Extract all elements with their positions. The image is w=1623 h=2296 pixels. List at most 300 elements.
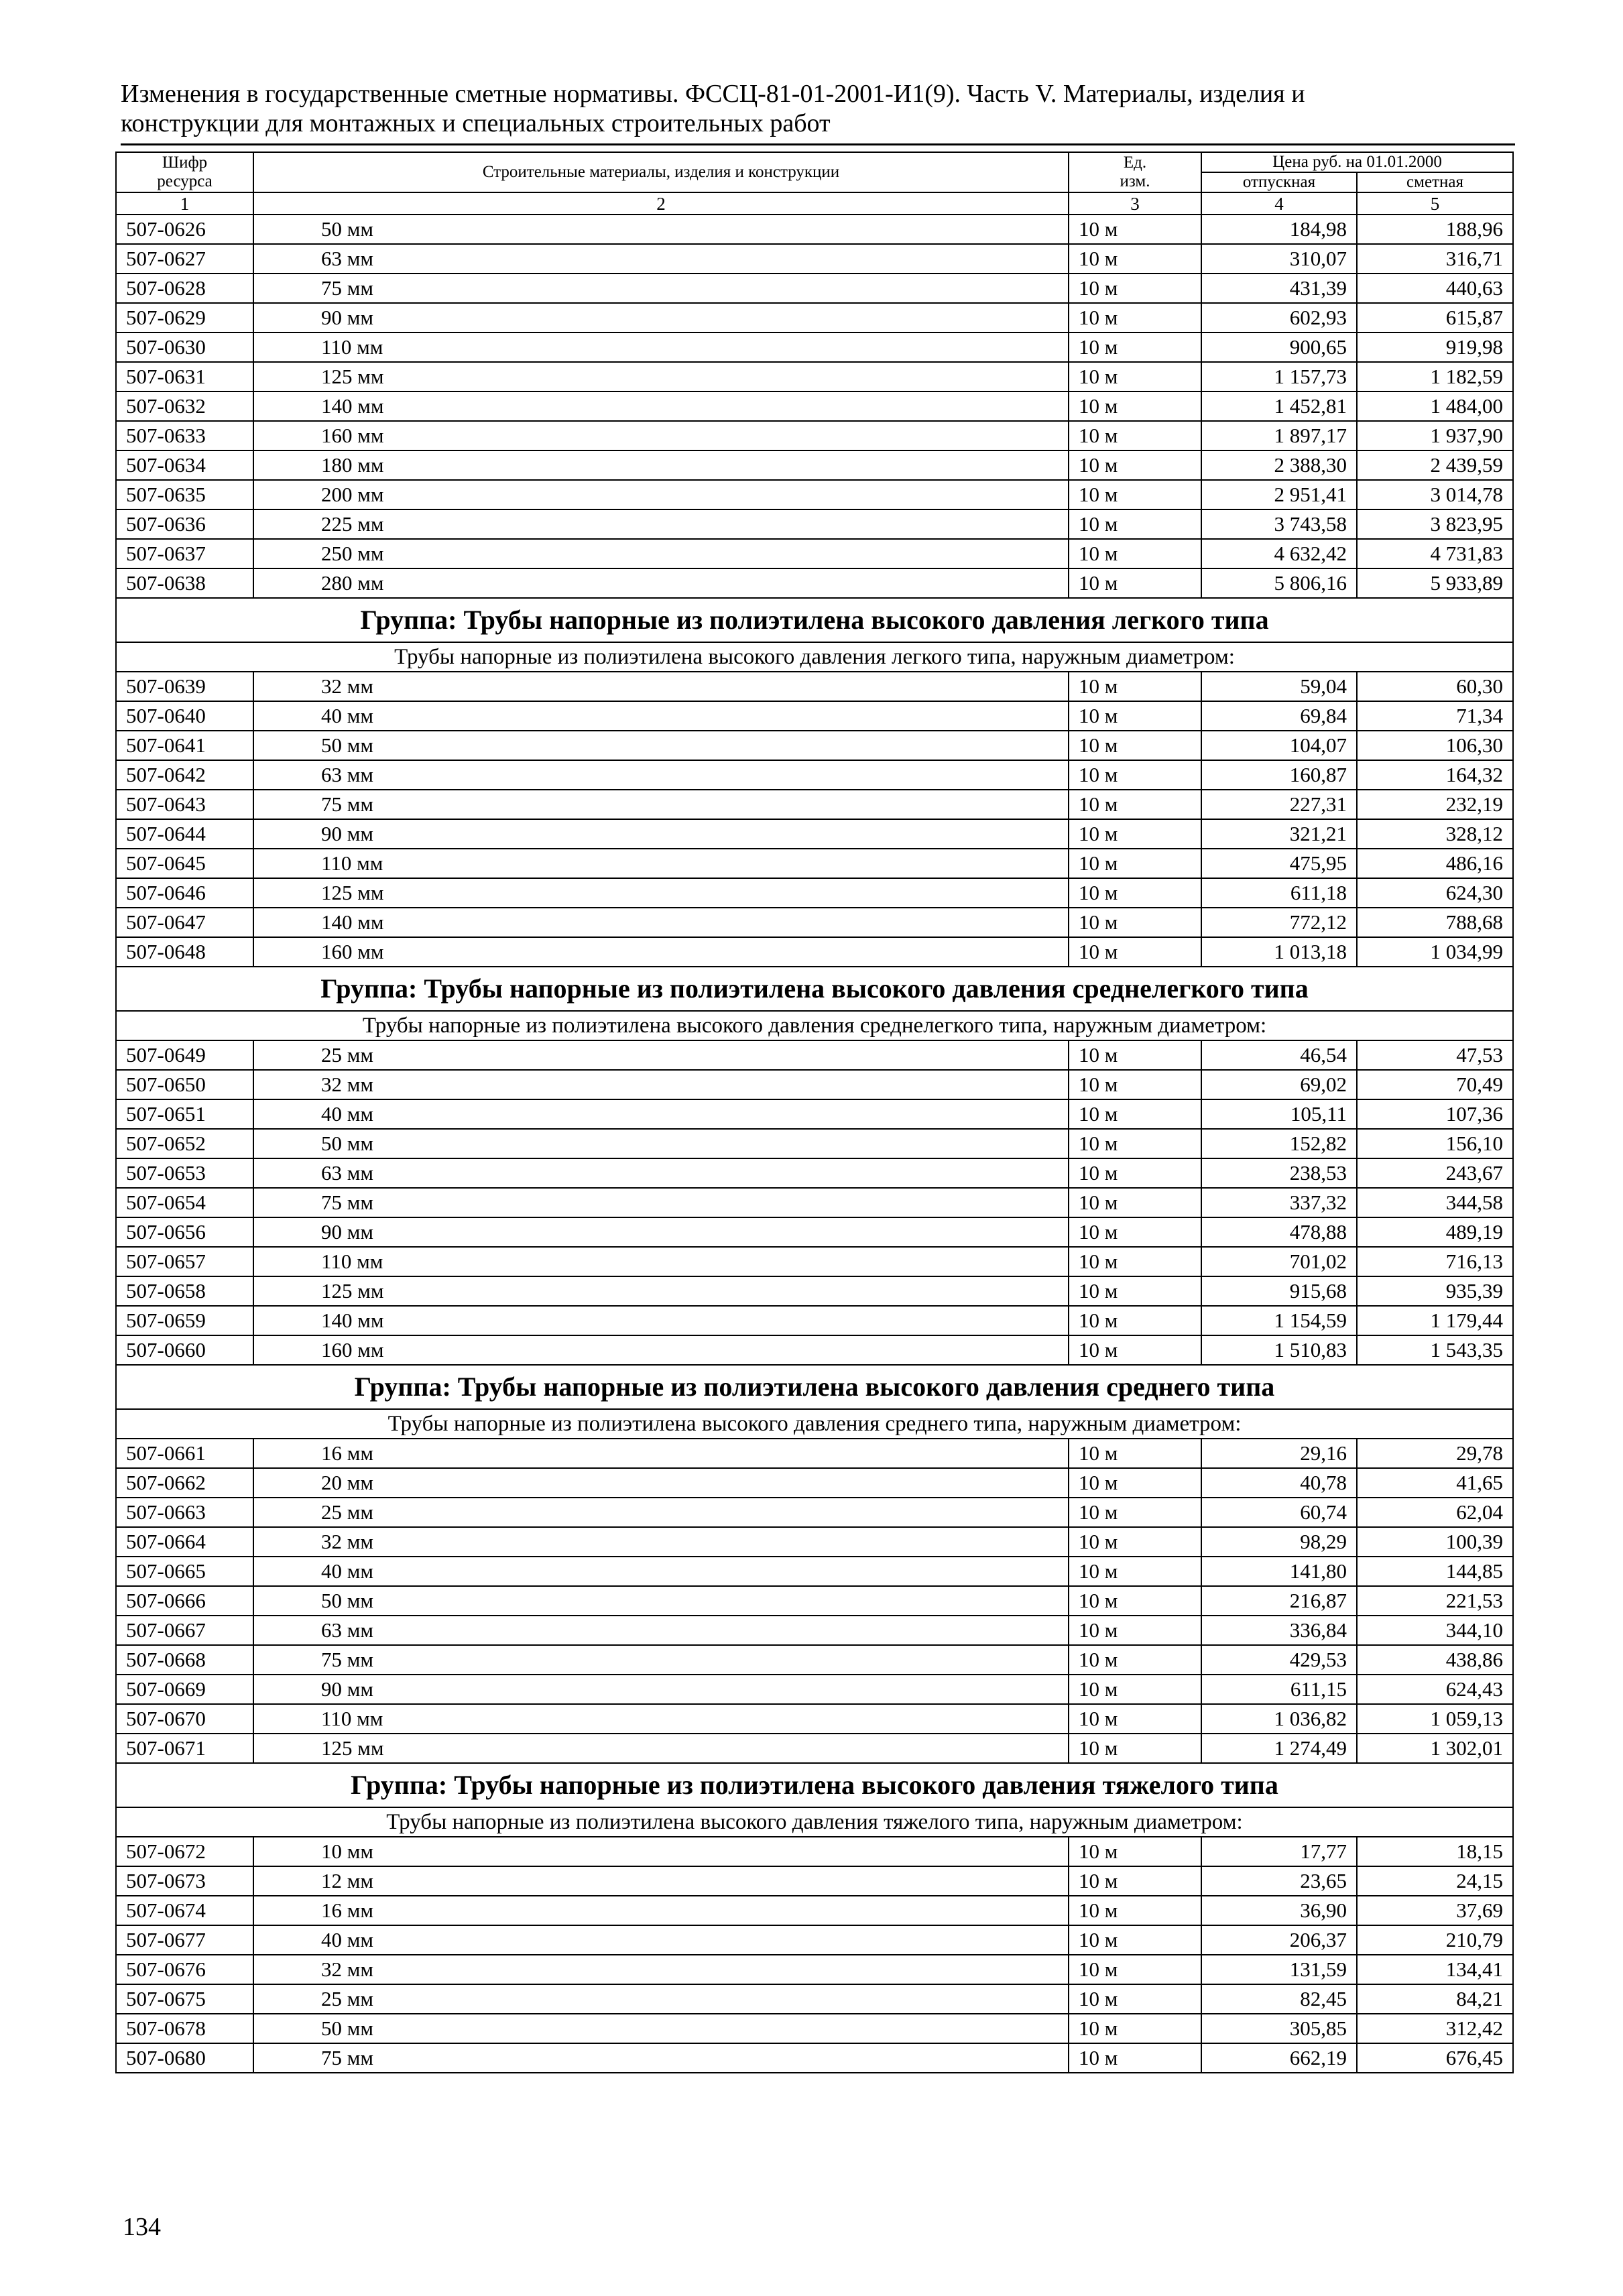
resource-code-cell: 507-0632 (116, 391, 253, 421)
estimate-price-cell: 1 034,99 (1357, 937, 1513, 967)
resource-code-cell: 507-0645 (116, 849, 253, 878)
material-name-cell: 50 мм (253, 1129, 1069, 1158)
unit-cell: 10 м (1069, 1099, 1201, 1129)
unit-cell: 10 м (1069, 1276, 1201, 1306)
resource-code-cell: 507-0663 (116, 1498, 253, 1527)
table-row (116, 701, 1513, 731)
estimate-price-cell: 144,85 (1357, 1557, 1513, 1586)
estimate-price-cell: 3 014,78 (1357, 480, 1513, 509)
estimate-price-cell: 243,67 (1357, 1158, 1513, 1188)
resource-code-cell: 507-0626 (116, 215, 253, 244)
estimate-price-cell: 2 439,59 (1357, 450, 1513, 480)
table-row (116, 509, 1513, 539)
group-heading-row (116, 967, 1513, 1011)
table-row (116, 1217, 1513, 1247)
estimate-price-cell: 4 731,83 (1357, 539, 1513, 568)
release-price-cell: 17,77 (1201, 1837, 1357, 1866)
table-row (116, 215, 1513, 244)
resource-code-cell: 507-0674 (116, 1896, 253, 1925)
material-name-cell: 90 мм (253, 1675, 1069, 1704)
estimate-price-cell: 84,21 (1357, 1984, 1513, 2014)
material-name-cell: 75 мм (253, 1188, 1069, 1217)
release-price-cell: 36,90 (1201, 1896, 1357, 1925)
release-price-cell: 98,29 (1201, 1527, 1357, 1557)
table-row (116, 362, 1513, 391)
table-row (116, 450, 1513, 480)
unit-cell: 10 м (1069, 1586, 1201, 1616)
unit-cell: 10 м (1069, 2043, 1201, 2073)
group-heading: Группа: Трубы напорные из полиэтилена высокого давления тяжелого типа (116, 1763, 1513, 1807)
release-price-cell: 310,07 (1201, 244, 1357, 274)
table-row (116, 1188, 1513, 1217)
release-price-cell: 206,37 (1201, 1925, 1357, 1955)
estimate-price-cell: 438,86 (1357, 1645, 1513, 1675)
resource-code-cell: 507-0664 (116, 1527, 253, 1557)
release-price-cell: 216,87 (1201, 1586, 1357, 1616)
group-heading: Группа: Трубы напорные из полиэтилена высокого давления среднего типа (116, 1365, 1513, 1409)
material-name-cell: 63 мм (253, 1158, 1069, 1188)
estimate-price-cell: 328,12 (1357, 819, 1513, 849)
resource-code-cell: 507-0629 (116, 303, 253, 333)
estimate-price-cell: 716,13 (1357, 1247, 1513, 1276)
release-price-cell: 59,04 (1201, 672, 1357, 701)
table-row (116, 2043, 1513, 2073)
estimate-price-cell: 3 823,95 (1357, 509, 1513, 539)
material-name-cell: 50 мм (253, 731, 1069, 760)
unit-cell: 10 м (1069, 480, 1201, 509)
release-price-cell: 3 743,58 (1201, 509, 1357, 539)
unit-cell: 10 м (1069, 1734, 1201, 1763)
unit-cell: 10 м (1069, 362, 1201, 391)
unit-cell: 10 м (1069, 2014, 1201, 2043)
estimate-price-cell: 615,87 (1357, 303, 1513, 333)
unit-cell: 10 м (1069, 1616, 1201, 1645)
resource-code-cell: 507-0653 (116, 1158, 253, 1188)
resource-code-cell: 507-0665 (116, 1557, 253, 1586)
table-row (116, 849, 1513, 878)
resource-code-cell: 507-0672 (116, 1837, 253, 1866)
resource-code-cell: 507-0654 (116, 1188, 253, 1217)
estimate-price-cell: 47,53 (1357, 1040, 1513, 1070)
material-name-cell: 140 мм (253, 391, 1069, 421)
estimate-price-cell: 312,42 (1357, 2014, 1513, 2043)
release-price-cell: 1 157,73 (1201, 362, 1357, 391)
resource-code-cell: 507-0661 (116, 1439, 253, 1468)
estimate-price-cell: 5 933,89 (1357, 568, 1513, 598)
table-row (116, 1734, 1513, 1763)
estimate-price-cell: 1 059,13 (1357, 1704, 1513, 1734)
resource-code-cell: 507-0657 (116, 1247, 253, 1276)
resource-code-cell: 507-0643 (116, 790, 253, 819)
unit-cell: 10 м (1069, 1335, 1201, 1365)
code-header-line-2: ресурса (157, 172, 213, 190)
release-price-cell: 69,84 (1201, 701, 1357, 731)
estimate-price-cell: 18,15 (1357, 1837, 1513, 1866)
release-price-cell: 238,53 (1201, 1158, 1357, 1188)
material-name-cell: 90 мм (253, 1217, 1069, 1247)
unit-cell: 10 м (1069, 244, 1201, 274)
table-row (116, 568, 1513, 598)
resource-code-cell: 507-0659 (116, 1306, 253, 1335)
unit-cell: 10 м (1069, 1866, 1201, 1896)
release-price-cell: 611,15 (1201, 1675, 1357, 1704)
unit-cell: 10 м (1069, 1247, 1201, 1276)
material-name-cell: 10 мм (253, 1837, 1069, 1866)
table-row (116, 1704, 1513, 1734)
material-name-cell: 160 мм (253, 421, 1069, 450)
resource-code-cell: 507-0675 (116, 1984, 253, 2014)
resource-code-cell: 507-0631 (116, 362, 253, 391)
column-number: 3 (1069, 192, 1201, 215)
table-row (116, 672, 1513, 701)
table-row (116, 819, 1513, 849)
material-name-cell: 75 мм (253, 1645, 1069, 1675)
release-price-cell: 104,07 (1201, 731, 1357, 760)
estimate-price-cell: 70,49 (1357, 1070, 1513, 1099)
material-name-cell: 250 мм (253, 539, 1069, 568)
release-price-cell: 336,84 (1201, 1616, 1357, 1645)
release-price-cell: 29,16 (1201, 1439, 1357, 1468)
material-name-cell: 110 мм (253, 849, 1069, 878)
release-price-cell: 2 388,30 (1201, 450, 1357, 480)
column-header-code (116, 152, 253, 192)
release-price-cell: 131,59 (1201, 1955, 1357, 1984)
material-name-cell: 125 мм (253, 1276, 1069, 1306)
release-price-cell: 60,74 (1201, 1498, 1357, 1527)
material-name-cell: 20 мм (253, 1468, 1069, 1498)
unit-cell: 10 м (1069, 1896, 1201, 1925)
material-name-cell: 90 мм (253, 819, 1069, 849)
resource-code-cell: 507-0678 (116, 2014, 253, 2043)
resource-code-cell: 507-0640 (116, 701, 253, 731)
unit-cell: 10 м (1069, 568, 1201, 598)
resource-code-cell: 507-0656 (116, 1217, 253, 1247)
material-name-cell: 125 мм (253, 362, 1069, 391)
header-line-2: конструкции для монтажных и специальных строительных работ (121, 109, 831, 137)
table-row (116, 480, 1513, 509)
unit-cell: 10 м (1069, 760, 1201, 790)
table-row (116, 1866, 1513, 1896)
column-number: 1 (116, 192, 253, 215)
material-name-cell: 225 мм (253, 509, 1069, 539)
group-subtitle-row (116, 1409, 1513, 1439)
estimate-price-cell: 316,71 (1357, 244, 1513, 274)
estimate-price-cell: 71,34 (1357, 701, 1513, 731)
material-name-cell: 125 мм (253, 1734, 1069, 1763)
release-price-cell: 46,54 (1201, 1040, 1357, 1070)
unit-cell: 10 м (1069, 937, 1201, 967)
release-price-cell: 23,65 (1201, 1866, 1357, 1896)
resource-code-cell: 507-0637 (116, 539, 253, 568)
estimate-price-cell: 221,53 (1357, 1586, 1513, 1616)
resource-code-cell: 507-0633 (116, 421, 253, 450)
material-name-cell: 50 мм (253, 1586, 1069, 1616)
table-row (116, 1276, 1513, 1306)
release-price-cell: 701,02 (1201, 1247, 1357, 1276)
resource-code-cell: 507-0638 (116, 568, 253, 598)
unit-cell: 10 м (1069, 701, 1201, 731)
release-price-cell: 1 036,82 (1201, 1704, 1357, 1734)
resource-code-cell: 507-0627 (116, 244, 253, 274)
table-row (116, 1335, 1513, 1365)
release-price-cell: 900,65 (1201, 333, 1357, 362)
unit-cell: 10 м (1069, 878, 1201, 908)
table-row (116, 1468, 1513, 1498)
group-heading: Группа: Трубы напорные из полиэтилена высокого давления легкого типа (116, 598, 1513, 642)
column-header-price: Цена руб. на 01.01.2000 (1201, 152, 1513, 172)
estimate-price-cell: 344,10 (1357, 1616, 1513, 1645)
resource-code-cell: 507-0635 (116, 480, 253, 509)
material-name-cell: 12 мм (253, 1866, 1069, 1896)
material-name-cell: 63 мм (253, 1616, 1069, 1645)
material-name-cell: 32 мм (253, 672, 1069, 701)
resource-code-cell: 507-0634 (116, 450, 253, 480)
unit-cell: 10 м (1069, 1188, 1201, 1217)
unit-cell: 10 м (1069, 1306, 1201, 1335)
estimate-price-cell: 164,32 (1357, 760, 1513, 790)
material-name-cell: 63 мм (253, 244, 1069, 274)
table-row (116, 1837, 1513, 1866)
table-row (116, 1675, 1513, 1704)
release-price-cell: 1 154,59 (1201, 1306, 1357, 1335)
table-row (116, 731, 1513, 760)
release-price-cell: 662,19 (1201, 2043, 1357, 2073)
release-price-cell: 602,93 (1201, 303, 1357, 333)
material-name-cell: 75 мм (253, 274, 1069, 303)
group-subtitle-row (116, 1011, 1513, 1040)
material-name-cell: 75 мм (253, 790, 1069, 819)
header-rule (121, 143, 1515, 145)
table-row (116, 1645, 1513, 1675)
resource-code-cell: 507-0662 (116, 1468, 253, 1498)
table-row (116, 1527, 1513, 1557)
resource-code-cell: 507-0671 (116, 1734, 253, 1763)
unit-cell: 10 м (1069, 1040, 1201, 1070)
release-price-cell: 305,85 (1201, 2014, 1357, 2043)
column-header-release-price: отпускная (1201, 172, 1357, 192)
material-name-cell: 16 мм (253, 1896, 1069, 1925)
release-price-cell: 141,80 (1201, 1557, 1357, 1586)
group-subtitle: Трубы напорные из полиэтилена высокого давления среднего типа, наружным диаметром: (116, 1409, 1513, 1439)
resource-code-cell: 507-0641 (116, 731, 253, 760)
group-subtitle: Трубы напорные из полиэтилена высокого давления тяжелого типа, наружным диаметром: (116, 1807, 1513, 1837)
resource-code-cell: 507-0676 (116, 1955, 253, 1984)
unit-header-line-1: Ед. (1123, 154, 1147, 172)
resource-code-cell: 507-0644 (116, 819, 253, 849)
material-name-cell: 110 мм (253, 1247, 1069, 1276)
material-name-cell: 16 мм (253, 1439, 1069, 1468)
table-header (116, 152, 1513, 192)
estimate-price-cell: 1 182,59 (1357, 362, 1513, 391)
group-subtitle-row (116, 1807, 1513, 1837)
material-name-cell: 160 мм (253, 937, 1069, 967)
estimate-price-cell: 440,63 (1357, 274, 1513, 303)
unit-cell: 10 м (1069, 1837, 1201, 1866)
table-row (116, 908, 1513, 937)
resource-code-cell: 507-0646 (116, 878, 253, 908)
release-price-cell: 772,12 (1201, 908, 1357, 937)
unit-cell: 10 м (1069, 1955, 1201, 1984)
unit-cell: 10 м (1069, 421, 1201, 450)
table-row (116, 1616, 1513, 1645)
release-price-cell: 227,31 (1201, 790, 1357, 819)
document-header (121, 79, 1515, 141)
table-row (116, 1099, 1513, 1129)
column-number: 4 (1201, 192, 1357, 215)
resource-code-cell: 507-0630 (116, 333, 253, 362)
table-row (116, 421, 1513, 450)
estimate-price-cell: 788,68 (1357, 908, 1513, 937)
unit-cell: 10 м (1069, 1925, 1201, 1955)
table-row (116, 1586, 1513, 1616)
estimate-price-cell: 1 484,00 (1357, 391, 1513, 421)
table-row (116, 1306, 1513, 1335)
unit-cell: 10 м (1069, 1439, 1201, 1468)
resource-code-cell: 507-0658 (116, 1276, 253, 1306)
table-row (116, 2014, 1513, 2043)
table-row (116, 1896, 1513, 1925)
unit-cell: 10 м (1069, 450, 1201, 480)
table-body (116, 192, 1513, 2073)
resource-code-cell: 507-0666 (116, 1586, 253, 1616)
release-price-cell: 152,82 (1201, 1129, 1357, 1158)
estimate-price-cell: 62,04 (1357, 1498, 1513, 1527)
estimate-price-cell: 1 543,35 (1357, 1335, 1513, 1365)
estimate-price-cell: 134,41 (1357, 1955, 1513, 1984)
unit-cell: 10 м (1069, 790, 1201, 819)
table-row (116, 760, 1513, 790)
release-price-cell: 915,68 (1201, 1276, 1357, 1306)
group-heading: Группа: Трубы напорные из полиэтилена высокого давления среднелегкого типа (116, 967, 1513, 1011)
table-row (116, 1158, 1513, 1188)
table-row (116, 1070, 1513, 1099)
release-price-cell: 4 632,42 (1201, 539, 1357, 568)
material-name-cell: 125 мм (253, 878, 1069, 908)
table-row (116, 1498, 1513, 1527)
estimate-price-cell: 60,30 (1357, 672, 1513, 701)
table-row (116, 391, 1513, 421)
release-price-cell: 475,95 (1201, 849, 1357, 878)
estimate-price-cell: 37,69 (1357, 1896, 1513, 1925)
table-row (116, 1925, 1513, 1955)
unit-cell: 10 м (1069, 333, 1201, 362)
estimate-price-cell: 1 179,44 (1357, 1306, 1513, 1335)
unit-cell: 10 м (1069, 1527, 1201, 1557)
unit-cell: 10 м (1069, 1158, 1201, 1188)
unit-cell: 10 м (1069, 908, 1201, 937)
code-header-line-1: Шифр (162, 154, 208, 172)
table-row (116, 274, 1513, 303)
estimate-price-cell: 1 937,90 (1357, 421, 1513, 450)
group-heading-row (116, 598, 1513, 642)
material-name-cell: 32 мм (253, 1955, 1069, 1984)
estimate-price-cell: 1 302,01 (1357, 1734, 1513, 1763)
resource-code-cell: 507-0668 (116, 1645, 253, 1675)
release-price-cell: 1 510,83 (1201, 1335, 1357, 1365)
estimate-price-cell: 100,39 (1357, 1527, 1513, 1557)
header-line-1: Изменения в государственные сметные нормативы. ФССЦ-81-01-2001-И1(9). Часть V. Материалы, изделия и (121, 80, 1305, 108)
unit-cell: 10 м (1069, 672, 1201, 701)
material-name-cell: 50 мм (253, 215, 1069, 244)
unit-cell: 10 м (1069, 303, 1201, 333)
release-price-cell: 1 013,18 (1201, 937, 1357, 967)
estimate-price-cell: 232,19 (1357, 790, 1513, 819)
estimate-price-cell: 919,98 (1357, 333, 1513, 362)
release-price-cell: 611,18 (1201, 878, 1357, 908)
unit-cell: 10 м (1069, 849, 1201, 878)
price-table (115, 152, 1514, 2073)
estimate-price-cell: 24,15 (1357, 1866, 1513, 1896)
table-row (116, 1955, 1513, 1984)
estimate-price-cell: 624,30 (1357, 878, 1513, 908)
unit-cell: 10 м (1069, 1557, 1201, 1586)
table-row (116, 539, 1513, 568)
estimate-price-cell: 107,36 (1357, 1099, 1513, 1129)
release-price-cell: 5 806,16 (1201, 568, 1357, 598)
estimate-price-cell: 489,19 (1357, 1217, 1513, 1247)
unit-cell: 10 м (1069, 1070, 1201, 1099)
page-number: 134 (123, 2213, 161, 2241)
unit-cell: 10 м (1069, 1468, 1201, 1498)
release-price-cell: 1 897,17 (1201, 421, 1357, 450)
table-row (116, 303, 1513, 333)
material-name-cell: 280 мм (253, 568, 1069, 598)
resource-code-cell: 507-0636 (116, 509, 253, 539)
material-name-cell: 40 мм (253, 701, 1069, 731)
unit-cell: 10 м (1069, 1129, 1201, 1158)
group-heading-row (116, 1365, 1513, 1409)
release-price-cell: 1 274,49 (1201, 1734, 1357, 1763)
table-row (116, 244, 1513, 274)
column-number: 2 (253, 192, 1069, 215)
material-name-cell: 25 мм (253, 1498, 1069, 1527)
resource-code-cell: 507-0670 (116, 1704, 253, 1734)
release-price-cell: 105,11 (1201, 1099, 1357, 1129)
group-heading-row (116, 1763, 1513, 1807)
group-subtitle: Трубы напорные из полиэтилена высокого давления среднелегкого типа, наружным диаметром: (116, 1011, 1513, 1040)
material-name-cell: 160 мм (253, 1335, 1069, 1365)
material-name-cell: 40 мм (253, 1557, 1069, 1586)
material-name-cell: 110 мм (253, 333, 1069, 362)
release-price-cell: 431,39 (1201, 274, 1357, 303)
unit-cell: 10 м (1069, 274, 1201, 303)
release-price-cell: 160,87 (1201, 760, 1357, 790)
estimate-price-cell: 344,58 (1357, 1188, 1513, 1217)
unit-header-line-2: изм. (1120, 172, 1150, 190)
material-name-cell: 140 мм (253, 1306, 1069, 1335)
material-name-cell: 180 мм (253, 450, 1069, 480)
column-number: 5 (1357, 192, 1513, 215)
release-price-cell: 429,53 (1201, 1645, 1357, 1675)
unit-cell: 10 м (1069, 731, 1201, 760)
material-name-cell: 200 мм (253, 480, 1069, 509)
release-price-cell: 40,78 (1201, 1468, 1357, 1498)
column-header-unit (1069, 152, 1201, 192)
unit-cell: 10 м (1069, 1645, 1201, 1675)
release-price-cell: 184,98 (1201, 215, 1357, 244)
table-row (116, 333, 1513, 362)
resource-code-cell: 507-0649 (116, 1040, 253, 1070)
resource-code-cell: 507-0648 (116, 937, 253, 967)
material-name-cell: 63 мм (253, 760, 1069, 790)
release-price-cell: 2 951,41 (1201, 480, 1357, 509)
resource-code-cell: 507-0642 (116, 760, 253, 790)
release-price-cell: 337,32 (1201, 1188, 1357, 1217)
table-row (116, 1247, 1513, 1276)
resource-code-cell: 507-0628 (116, 274, 253, 303)
resource-code-cell: 507-0650 (116, 1070, 253, 1099)
resource-code-cell: 507-0669 (116, 1675, 253, 1704)
